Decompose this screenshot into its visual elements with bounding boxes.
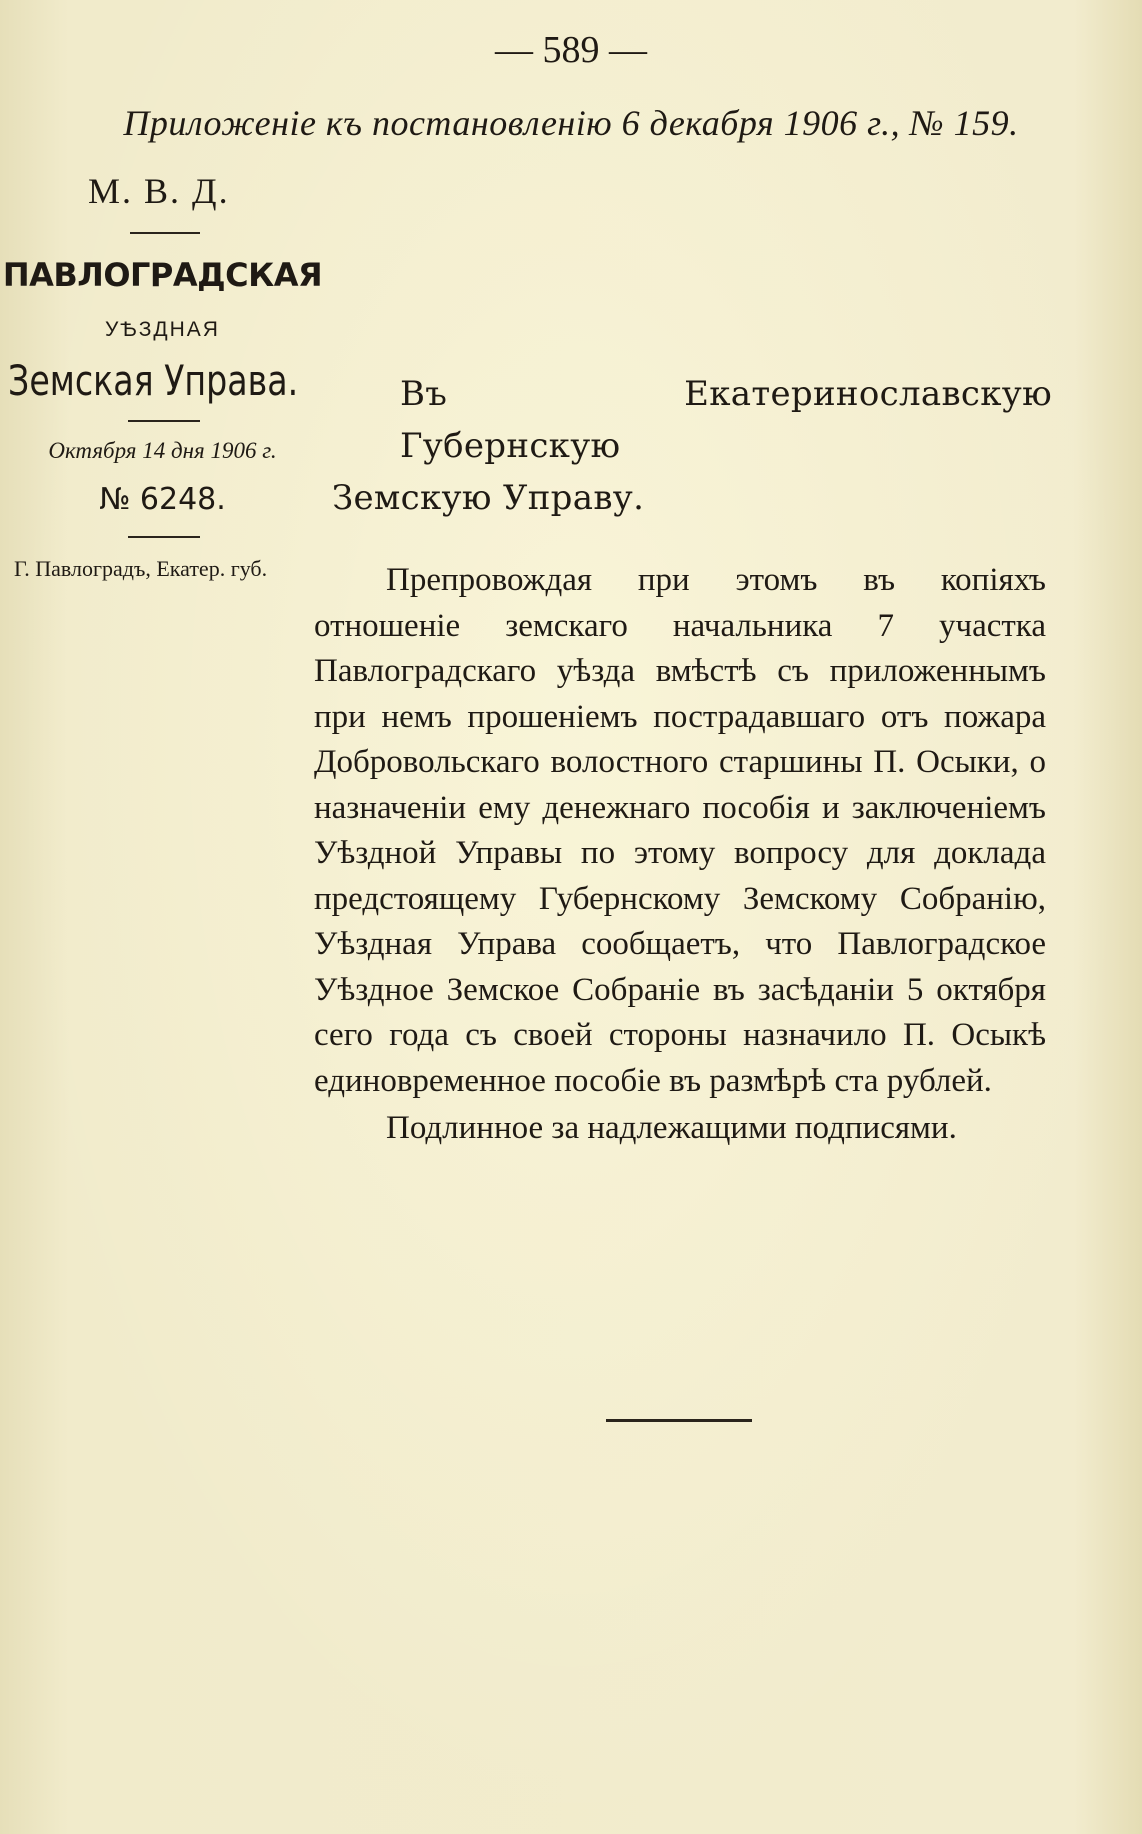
district-type: УѢЗДНАЯ bbox=[105, 318, 220, 341]
district-name: ПАВЛОГРАДСКАЯ bbox=[2, 256, 323, 294]
place-of-origin: Г. Павлоградъ, Екатер. губ. bbox=[14, 556, 268, 581]
addressee-line-2: Земскую Управу. bbox=[332, 478, 645, 518]
ministry-label: М. В. Д. bbox=[88, 171, 230, 211]
divider-rule bbox=[128, 536, 200, 538]
page-number: — 589 — bbox=[495, 29, 647, 71]
appendix-title: Приложеніе къ постановленію 6 декабря 1906 г., № 159. bbox=[123, 103, 1019, 143]
addressee-line-1: Въ Екатеринославскую Губернскую bbox=[400, 374, 1052, 466]
divider-rule bbox=[128, 420, 200, 422]
closing-rule bbox=[606, 1419, 752, 1422]
office-name: Земская Управа. bbox=[8, 356, 299, 405]
body-paragraph: Препровождая при этомъ въ копіяхъ отношеніе земскаго начальника 7 участка Павлоградскаго уѣзда вмѣстѣ съ приложеннымъ при немъ прошеніемъ пострадавшаго отъ пожара Добровольскаго волостного старшины П. Осыки, о назначеніи ему денежнаго пособія и заключеніемъ Уѣздной Управы по этому вопросу для доклада предстоящему Губернскому Земскому Собранію, Уѣздная Управа сообщаетъ, что Павлоградское Уѣздное Земское Собраніе въ засѣданіи 5 октября сего года съ своей стороны назначило П. Осыкѣ единовременное пособіе въ размѣрѣ ста рублей. bbox=[314, 562, 1046, 1099]
divider-rule bbox=[130, 232, 200, 234]
letter-number: № 6248. bbox=[99, 482, 226, 517]
addressee-block bbox=[332, 368, 1052, 524]
signature-note: Подлинное за надлежащими подписями. bbox=[386, 1110, 957, 1146]
letter-body bbox=[314, 558, 1046, 1152]
letter-date: Октября 14 дня 1906 г. bbox=[48, 438, 277, 463]
